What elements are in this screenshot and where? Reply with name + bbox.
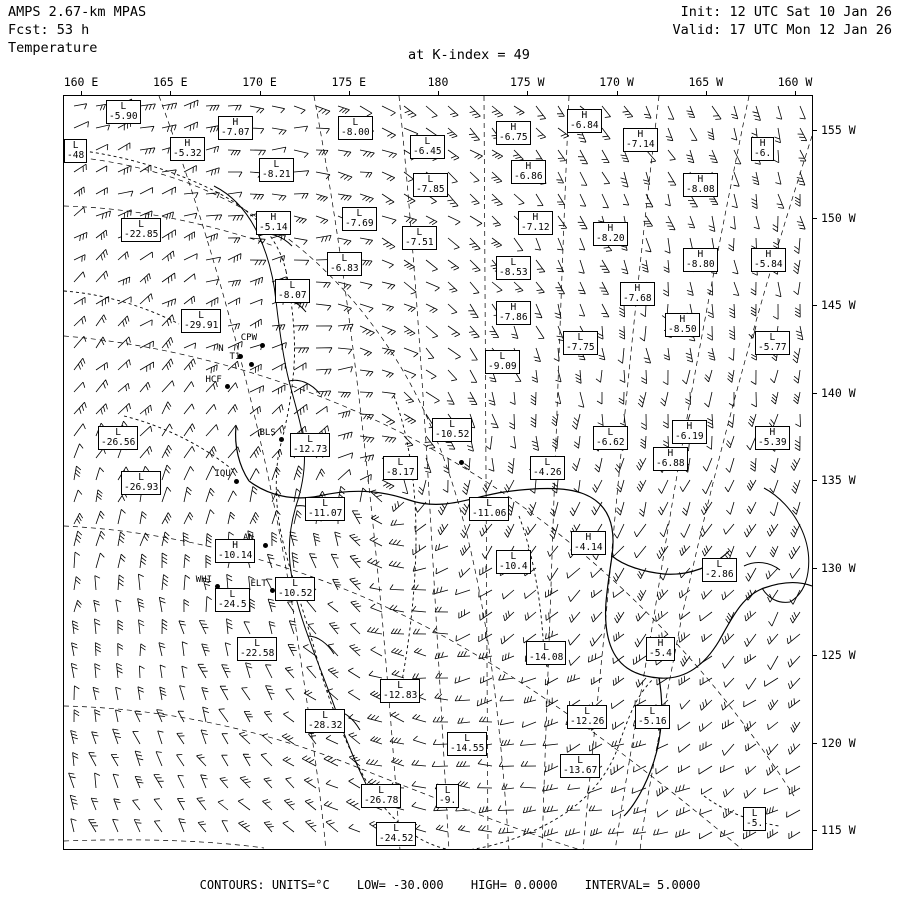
extremum-value: -8.00 (341, 127, 370, 138)
header (0, 0, 900, 72)
y-tick-label: 120 W (821, 735, 856, 750)
extremum-type: L (115, 427, 122, 438)
extremum-type: H (581, 110, 588, 121)
extremum-label-box (665, 313, 700, 337)
extremum-type: L (716, 559, 723, 570)
extremum-type: H (270, 212, 277, 223)
extremum-value: -5.77 (758, 342, 787, 353)
extremum-label-box (563, 331, 598, 355)
extremum-value: -6. (754, 148, 772, 159)
extremum-label-box (653, 447, 688, 471)
footer-low: LOW= -30.000 (356, 878, 444, 892)
extremum-type: L (378, 785, 385, 796)
extremum-type: H (686, 421, 693, 432)
station-label: IQU (214, 469, 231, 480)
valid-time: Valid: 17 UTC Mon 12 Jan 26 (672, 22, 892, 38)
extremum-label-box (518, 211, 553, 235)
extremum-type: L (510, 257, 517, 268)
extremum-value: -8.50 (668, 324, 697, 335)
y-tick-mark (813, 218, 817, 219)
extremum-type: H (697, 249, 704, 260)
extremum-label-box (275, 279, 310, 303)
y-tick-mark (813, 305, 817, 306)
extremum-value: -14.55 (450, 743, 485, 754)
x-tick-label: 180 (427, 75, 449, 89)
x-tick-label: 160 E (63, 75, 99, 89)
extremum-value: -7.68 (623, 293, 652, 304)
extremum-value: -7.51 (405, 237, 434, 248)
extremum-label-box (436, 784, 459, 808)
extremum-label-box (623, 128, 658, 152)
extremum-label-box (567, 705, 607, 729)
extremum-value: -13.67 (563, 765, 598, 776)
extremum-value: -5.16 (638, 716, 667, 727)
extremum-value: -48 (67, 150, 85, 161)
footer (0, 878, 900, 892)
station-marker (263, 543, 268, 548)
k-index-label: at K-index = 49 (408, 47, 530, 63)
extremum-label-box (755, 426, 790, 450)
station-marker (459, 460, 464, 465)
extremum-label-box (256, 211, 291, 235)
extremum-value: -7.14 (626, 139, 655, 150)
extremum-label-box (496, 121, 531, 145)
extremum-value: -5.14 (259, 222, 288, 233)
extremum-type: L (649, 706, 656, 717)
extremum-value: -26.78 (364, 795, 399, 806)
extremum-type: L (544, 457, 551, 468)
extremum-value: -9. (439, 795, 457, 806)
extremum-label-box (511, 160, 546, 184)
forecast-hour: Fcst: 53 h (8, 22, 90, 38)
extremum-value: -4.14 (574, 542, 603, 553)
x-tick-label: 175 W (509, 75, 545, 89)
extremum-label-box (751, 137, 774, 161)
extremum-label-box (526, 641, 566, 665)
extremum-type: L (449, 419, 456, 430)
x-tick-label: 170 W (599, 75, 634, 89)
extremum-label-box (410, 135, 445, 159)
extremum-value: -22.58 (240, 648, 275, 659)
extremum-label-box (290, 433, 330, 457)
extremum-label-box (571, 531, 606, 555)
extremum-label-box (646, 637, 675, 661)
y-tick-label: 145 W (821, 298, 856, 312)
extremum-label-box (98, 426, 138, 450)
extremum-type: L (769, 332, 776, 343)
extremum-type: H (765, 249, 772, 260)
y-tick-label: 135 W (821, 473, 856, 487)
y-tick-label: 150 W (821, 210, 856, 225)
extremum-label-box (485, 350, 520, 374)
extremum-type: L (307, 434, 314, 445)
extremum-value: -5.90 (109, 111, 138, 122)
extremum-label-box (376, 822, 416, 846)
extremum-type: L (322, 498, 329, 509)
extremum-value: -4.26 (533, 467, 562, 478)
extremum-label-box (496, 301, 531, 325)
extremum-value: -26.56 (101, 437, 136, 448)
extremum-value: -7.86 (499, 312, 528, 323)
extremum-label-box (259, 158, 294, 182)
extremum-value: -5.4 (649, 648, 672, 659)
extremum-label-box (338, 116, 373, 140)
extremum-type: H (510, 122, 517, 133)
extremum-value: -6.86 (514, 171, 543, 182)
extremum-value: -5. (746, 818, 764, 829)
extremum-type: H (525, 161, 532, 172)
extremum-value: -8.21 (262, 169, 291, 180)
extremum-type: L (607, 427, 614, 438)
extremum-type: L (464, 733, 471, 744)
station-label: ELT (250, 578, 267, 589)
extremum-value: -22.85 (124, 229, 159, 240)
extremum-type: L (751, 808, 758, 819)
extremum-value: -7.75 (566, 342, 595, 353)
extremum-type: L (273, 159, 280, 170)
x-tick-label: 170 E (242, 75, 277, 89)
station-marker (279, 437, 284, 442)
extremum-value: -8.20 (596, 233, 625, 244)
extremum-label-box (593, 222, 628, 246)
extremum-value: -7.12 (521, 222, 550, 233)
x-tick-label: 160 W (777, 75, 813, 89)
footer-high: HIGH= 0.0000 (470, 878, 558, 892)
extremum-value: -6.62 (596, 437, 625, 448)
extremum-value: -8.53 (499, 267, 528, 278)
extremum-type: L (356, 208, 363, 219)
extremum-label-box (743, 807, 766, 831)
extremum-label-box (432, 418, 472, 442)
y-tick-mark (813, 568, 817, 569)
station-label: AN (243, 533, 254, 544)
extremum-value: -10.52 (435, 429, 470, 440)
extremum-type: L (341, 253, 348, 264)
map-plot-area[interactable] (63, 95, 813, 850)
extremum-label-box (237, 637, 277, 661)
extremum-label-box (620, 282, 655, 306)
extremum-type: H (759, 138, 766, 149)
extremum-label-box (447, 732, 487, 756)
extremum-value: -24.52 (379, 833, 414, 844)
extremum-type: L (584, 706, 591, 717)
extremum-value: -6.83 (330, 263, 359, 274)
extremum-label-box (413, 173, 448, 197)
extremum-type: L (393, 823, 400, 834)
extremum-type: L (254, 638, 261, 649)
extremum-type: L (416, 227, 423, 238)
extremum-type: H (585, 532, 592, 543)
extremum-label-box (560, 754, 600, 778)
y-tick-mark (813, 655, 817, 656)
extremum-value: -6.84 (570, 120, 599, 131)
extremum-value: -6.45 (413, 146, 442, 157)
x-tick-label: 175 E (331, 75, 367, 89)
extremum-label-box (751, 248, 786, 272)
extremum-label-box (567, 109, 602, 133)
extremum-label-box (383, 456, 418, 480)
extremum-value: -12.26 (570, 716, 605, 727)
extremum-value: -12.83 (383, 690, 418, 701)
extremum-type: L (198, 310, 205, 321)
extremum-label-box (181, 309, 221, 333)
extremum-type: H (679, 314, 686, 325)
extremum-type: L (543, 642, 550, 653)
y-tick-label: 155 W (821, 123, 856, 137)
extremum-value: -6.75 (499, 132, 528, 143)
extremum-type: L (424, 136, 431, 147)
extremum-label-box (106, 100, 141, 124)
extremum-label-box (755, 331, 790, 355)
station-label: WHI (195, 574, 213, 585)
extremum-value: -14.08 (529, 652, 564, 663)
station-label: HCF (205, 374, 222, 385)
extremum-label-box (402, 226, 437, 250)
extremum-label-box (121, 218, 161, 242)
extremum-type: H (637, 129, 644, 140)
extremum-label-box (469, 497, 509, 521)
extremum-label-box (530, 456, 565, 480)
extremum-label-box (672, 420, 707, 444)
extremum-label-box (327, 252, 362, 276)
extremum-type: L (289, 280, 296, 291)
extremum-type: L (397, 680, 404, 691)
model-title: AMPS 2.67-km MPAS (8, 4, 147, 20)
extremum-value: -7.69 (345, 218, 374, 229)
extremum-type: H (532, 212, 539, 223)
extremum-value: -8.07 (278, 290, 307, 301)
extremum-type: H (667, 448, 674, 459)
extremum-label-box (683, 248, 718, 272)
y-tick-label: 130 W (821, 560, 856, 575)
extremum-type: H (184, 138, 191, 149)
extremum-type: L (72, 140, 79, 151)
extremum-type: L (120, 101, 127, 112)
extremum-type: L (229, 589, 236, 600)
extremum-type: L (352, 117, 359, 128)
extremum-type: H (232, 540, 239, 551)
station-marker (249, 362, 254, 367)
extremum-value: -10.14 (218, 550, 253, 561)
extremum-value: -2.86 (705, 569, 734, 580)
extremum-value: -7.85 (416, 184, 445, 195)
extremum-value: -11.06 (472, 508, 507, 519)
extremum-value: -8.17 (386, 467, 415, 478)
y-tick-mark (813, 830, 817, 831)
extremum-type: H (607, 223, 614, 234)
extremum-value: -5.32 (173, 148, 202, 159)
extremum-value: -8.80 (686, 259, 715, 270)
extremum-type: L (138, 472, 145, 483)
extremum-type: L (292, 578, 299, 589)
extremum-type: L (427, 174, 434, 185)
y-tick-mark (813, 480, 817, 481)
extremum-value: -10.4 (499, 561, 528, 572)
extremum-value: -12.73 (293, 444, 328, 455)
extremum-type: L (138, 219, 145, 230)
extremum-value: -9.09 (488, 361, 517, 372)
extremum-label-box (218, 116, 253, 140)
x-tick-label: 165 W (688, 75, 724, 89)
extremum-label-box (496, 550, 531, 574)
extremum-label-box (275, 577, 315, 601)
station-label: BLS (259, 427, 276, 438)
extremum-label-box (305, 497, 345, 521)
extremum-label-box (215, 588, 250, 612)
extremum-type: H (657, 638, 664, 649)
extremum-type: L (499, 351, 506, 362)
extremum-label-box (361, 784, 401, 808)
extremum-value: -8.08 (686, 184, 715, 195)
extremum-label-box (702, 558, 737, 582)
footer-interval: INTERVAL= 5.0000 (584, 878, 701, 892)
y-tick-mark (813, 393, 817, 394)
extremum-label-box (342, 207, 377, 231)
station-label: N (218, 344, 224, 355)
extremum-type: L (577, 755, 584, 766)
extremum-value: -7.07 (221, 127, 250, 138)
extremum-value: -26.93 (124, 482, 159, 493)
extremum-value: -29.91 (184, 320, 219, 331)
extremum-type: H (232, 117, 239, 128)
extremum-value: -6.88 (656, 458, 685, 469)
extremum-type: L (577, 332, 584, 343)
extremum-label-box (305, 709, 345, 733)
extremum-value: -5.84 (754, 259, 783, 270)
field-name: Temperature (8, 40, 98, 56)
x-tick-label: 165 E (152, 75, 188, 89)
extremum-value: -24.5 (218, 599, 247, 610)
station-label: T1 (229, 352, 241, 363)
extremum-type: H (769, 427, 776, 438)
extremum-label-box (121, 471, 161, 495)
footer-contours: CONTOURS: UNITS=°C (199, 878, 330, 892)
y-tick-mark (813, 130, 817, 131)
y-tick-label: 125 W (821, 648, 856, 662)
extremum-type: L (397, 457, 404, 468)
extremum-label-box (64, 139, 87, 163)
y-tick-label: 115 W (821, 823, 856, 837)
station-label: CPW (240, 333, 258, 344)
extremum-value: -5.39 (758, 437, 787, 448)
extremum-label-box (635, 705, 670, 729)
station-marker (234, 479, 239, 484)
extremum-type: L (486, 498, 493, 509)
extremum-type: L (322, 710, 329, 721)
y-tick-label: 140 W (821, 385, 856, 400)
init-time: Init: 12 UTC Sat 10 Jan 26 (680, 4, 892, 20)
extremum-type: L (444, 785, 451, 796)
extremum-value: -28.32 (308, 720, 343, 731)
extremum-type: L (510, 551, 517, 562)
extremum-label-box (683, 173, 718, 197)
y-tick-mark (813, 743, 817, 744)
station-marker (270, 588, 275, 593)
coastline-contour-layer (64, 96, 813, 850)
extremum-value: -6.19 (675, 431, 704, 442)
extremum-value: -11.07 (308, 508, 343, 519)
extremum-type: H (634, 283, 641, 294)
extremum-type: H (697, 174, 704, 185)
extremum-label-box (380, 679, 420, 703)
extremum-label-box (170, 137, 205, 161)
extremum-type: H (510, 302, 517, 313)
extremum-label-box (496, 256, 531, 280)
station-marker (260, 343, 265, 348)
extremum-value: -10.52 (278, 588, 313, 599)
extremum-label-box (593, 426, 628, 450)
